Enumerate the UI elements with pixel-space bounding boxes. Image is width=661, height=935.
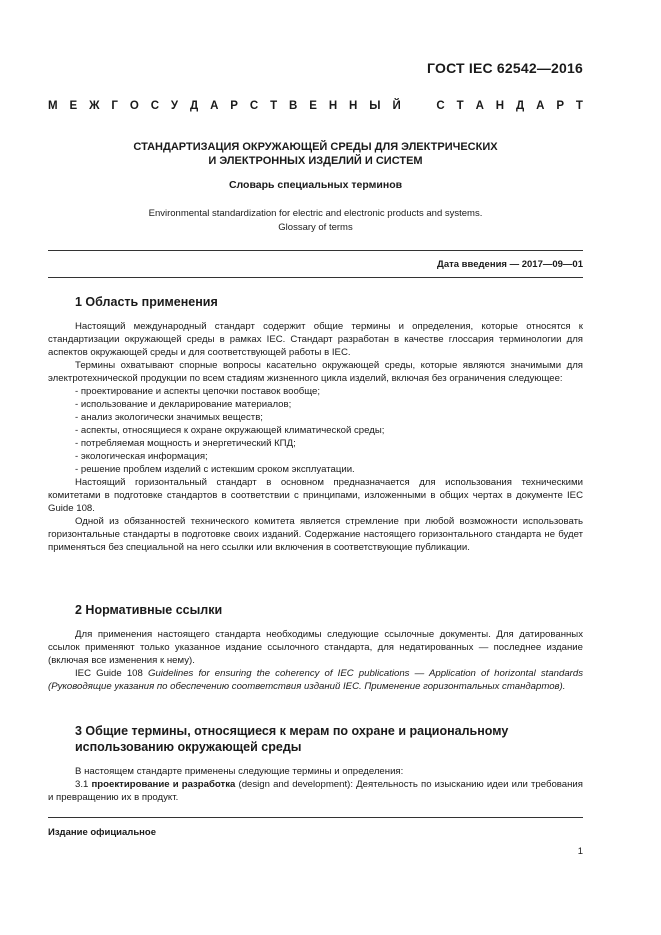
document-title [48, 140, 583, 168]
section-heading-line-1: 3 Общие термины, относящиеся к мерам по охране и рациональному [75, 724, 509, 738]
banner-letter: Ж [89, 100, 100, 112]
english-title [48, 207, 583, 235]
section-heading-line-2: использованию окружающей среды [75, 740, 302, 754]
divider-bottom [48, 277, 583, 278]
banner-letter: А [475, 100, 484, 112]
banner-letter: У [170, 100, 179, 112]
paragraph: Одной из обязанностей технического комитета является стремление при любой возможности использовать горизонтальные стандарты в подготовке своих изданий. Содержание настоящего горизонтального стандарта не будет применяться без специальной на него ссылки или включения в соответствующие публикации. [48, 516, 583, 553]
term-definition [48, 778, 583, 804]
paragraph: Для применения настоящего стандарта необходимы следующие ссылочные документы. Для датированных ссылок применяют только указанное издание ссылочного стандарта, для недатированных — последнее издание (включая все изменения к нему). [48, 629, 583, 666]
banner-letter: Ы [369, 100, 381, 112]
list-item: - использование и декларирование материалов; [75, 399, 292, 410]
paragraph: Термины охватывают спорные вопросы касательно окружающей среды, которые являются значимыми для электротехнической продукции по всем стадиям жизненного цикла изделий, включая без ограничения следующее: [48, 360, 583, 384]
banner-letter: Е [309, 100, 317, 112]
title-line-1: СТАНДАРТИЗАЦИЯ ОКРУЖАЮЩЕЙ СРЕДЫ ДЛЯ ЭЛЕКТРИЧЕСКИХ [133, 141, 498, 153]
banner-letter: Т [270, 100, 278, 112]
section-normative-references [48, 602, 583, 693]
banner-letter: С [249, 100, 259, 112]
banner-letter: Т [456, 100, 464, 112]
banner-letter: Д [516, 100, 525, 112]
list-item: - потребляемая мощность и энергетический КПД; [75, 438, 296, 449]
list-item: - проектирование и аспекты цепочки поставок вообще; [75, 386, 321, 397]
banner-letter: Р [556, 100, 565, 112]
footer-divider [48, 817, 583, 818]
section-general-terms [48, 723, 583, 804]
banner-letter: Т [575, 100, 583, 112]
list-item: - экологическая информация; [75, 451, 208, 462]
page-number: 1 [577, 846, 583, 857]
reference-id: IEC Guide 108 [75, 668, 143, 679]
list-item: - решение проблем изделий с истекшим сроком эксплуатации. [75, 464, 355, 475]
banner-letter: Д [189, 100, 199, 112]
divider-top [48, 250, 583, 251]
banner-letter: А [210, 100, 219, 112]
term-name: проектирование и разработка [91, 779, 236, 790]
standard-code: ГОСТ IEC 62542—2016 [427, 60, 583, 76]
banner-letter: С [436, 100, 445, 112]
banner-letter: Е [69, 100, 78, 112]
list-item: - анализ экологически значимых веществ; [75, 412, 263, 423]
english-title-line-1: Environmental standardization for electric and electronic products and systems. [148, 208, 483, 219]
official-edition-label: Издание официальное [48, 827, 156, 838]
interstate-standard-banner [48, 100, 583, 112]
banner-letter: О [129, 100, 139, 112]
title-line-2: И ЭЛЕКТРОННЫХ ИЗДЕЛИЙ И СИСТЕМ [208, 155, 423, 167]
banner-letter: Н [349, 100, 358, 112]
banner-letter: М [48, 100, 58, 112]
section-heading: 1 Область применения [75, 295, 218, 309]
document-subtitle: Словарь специальных терминов [228, 179, 403, 191]
section-heading: 2 Нормативные ссылки [75, 603, 223, 617]
banner-letter: С [150, 100, 159, 112]
banner-letter: В [289, 100, 298, 112]
term-text: (design and development): Деятельность по изысканию идеи или требования и превращению их в продукт. [48, 779, 583, 803]
reference-title: Guidelines for ensuring the coherency of IEC publications — Application of horizontal standards (Руководящие указания по обеспечению соответствия изданий IEC. Применение горизонтальных стандартов). [48, 668, 584, 692]
reference-entry [48, 667, 583, 693]
banner-letter: Н [328, 100, 338, 112]
paragraph: В настоящем стандарте применены следующие термины и определения: [75, 766, 404, 777]
paragraph: Настоящий международный стандарт содержит общие термины и определения, которые относятся к стандартизации окружающей среды в рамках IEC. Стандарт разработан в качестве глоссария терминологии для аспектов окружающей среды и для соответствующей работы в IEC. [48, 321, 583, 358]
banner-letter: Р [230, 100, 238, 112]
section-scope [48, 294, 583, 554]
banner-letter: Н [495, 100, 505, 112]
banner-letter: А [536, 100, 545, 112]
introduction-date: Дата введения — 2017—09—01 [437, 259, 583, 270]
banner-letter: Й [392, 100, 401, 112]
term-number: 3.1 [75, 779, 89, 790]
paragraph: Настоящий горизонтальный стандарт в основном предназначается для использования техническими комитетами в подготовке стандартов в соответствии с принципами, изложенными в общих чертах в документе IEC Guide 108. [48, 477, 583, 514]
banner-letter: Г [111, 100, 118, 112]
english-title-line-2: Glossary of terms [278, 222, 353, 233]
list-item: - аспекты, относящиеся к охране окружающей климатической среды; [75, 425, 385, 436]
